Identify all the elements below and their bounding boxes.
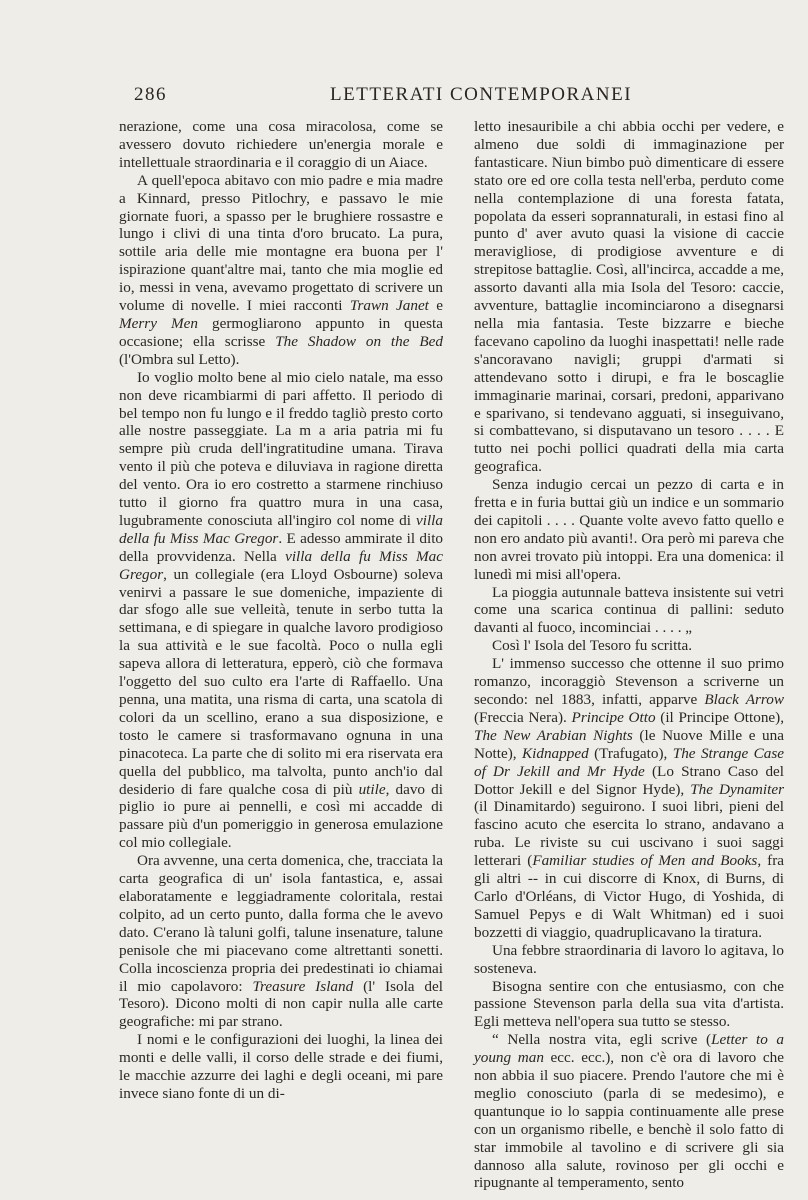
- paragraph: Una febbre straordinaria di lavoro lo agitava, lo sosteneva.: [474, 941, 784, 977]
- title-italic: Merry Men: [119, 314, 198, 332]
- paragraph: Bisogna sentire con che entusiasmo, con che passione Stevenson parla della sua vita d'artista. Egli metteva nell'opera sua tutto se stesso.: [474, 977, 784, 1031]
- paragraph: I nomi e le configurazioni dei luoghi, la linea dei monti e delle valli, il corso delle strade e dei fiumi, le macchie azzurre dei laghi e degli oceani, mi pare invece siano fonte di un di-: [119, 1031, 443, 1102]
- title-italic: villa della fu Miss Mac Gregor: [119, 511, 443, 547]
- title-italic: The Shadow on the Bed: [275, 332, 443, 350]
- title-italic: The Dynamiter: [690, 780, 784, 798]
- title-italic: Trawn Janet: [349, 297, 429, 315]
- title-italic: The New Arabian Nights: [474, 726, 633, 744]
- paragraph: L' immenso successo che ottenne il suo primo romanzo, incoraggiò Stevenson a scriverne un secondo: nel 1883, infatti, apparve Black Arrow (Freccia Nera). Principe Otto (il Principe Ottone), The New Arabian Nights (le Nuove Mille e una Notte), Kidnapped (Trafugato), The Strange Case of Dr Jekill and Mr Hyde (Lo Strano Caso del Dottor Jekill e del Signor Hyde), The Dynamiter (il Dinamitardo) seguirono. I suoi libri, pieni del fascino acuto che esercita lo strano, andavano a ruba. Le riviste su cui uscivano i suoi saggi letterari (Familiar studies of Men and Books, fra gli altri -- in cui discorre di Knox, di Burns, di Carlo d'Orléans, di Victor Hugo, di Yoshida, di Samuel Pepys e di Walt Whitman) ed i suoi bozzetti di viaggio, quadruplicavano la tiratura.: [474, 655, 785, 941]
- left-column: [119, 118, 443, 1103]
- page-number: 286: [134, 84, 167, 105]
- paragraph: letto inesauribile a chi abbia occhi per vedere, e almeno due soldi di immaginazione per fantasticare. Niun bimbo può dimenticare di essere stato ore ed ore colla testa nell'erba, perduto come nella contemplazione di una foresta fatata, popolata da esseri soprannaturali, in estasi fino al punto d' aver avuto quasi la visione di caccie meravigliose, di prodigiose avventure e di strepitose battaglie. Così, all'incirca, accadde a me, assorto davanti alla mia Isola del Tesoro: caccie, avventure, battaglie incominciarono a disegnarsi nella mia fantasia. Teste bizzarre e bieche facevano capolino da luoghi inaspettati! nelle rade s'ancoravano navigli; gruppi d'armati si attendevano sotto i dirupi, e fra le boscaglie immaginarie marinai, corsari, predoni, apparivano e sparivano, si tendevano agguati, si inseguivano, si combattevano, si disputavano un tesoro . . . . E tutto nei pochi pollici quadrati della mia carta geografica.: [474, 118, 784, 476]
- page-header: [120, 84, 730, 110]
- paragraph: Ora avvenne, una certa domenica, che, tracciata la carta geografica di un' isola fantastica, e, assai elaboratamente e leggiadramente coloritala, restai colpito, ad un certo punto, dalla forma che le avevo dato. C'erano là taluni golfi, talune insenature, talune penisole che mi piacevano come altrettanti sonetti. Colla incoscienza propria dei predestinati io chiamai il mio capolavoro: Treasure Island (l' Isola del Tesoro). Dicono molti di non capir nulla alle carte geografiche: mi par strano.: [119, 852, 443, 1031]
- running-title: LETTERATI CONTEMPORANEI: [330, 84, 633, 105]
- title-italic: Black Arrow: [704, 691, 784, 708]
- paragraph: La pioggia autunnale batteva insistente sui vetri come una scarica continua di pallini: seduto davanti al fuoco, incominciai . . . . „: [474, 583, 784, 637]
- paragraph: nerazione, come una cosa miracolosa, come se avessero dovuto richiedere un'energia morale e intellettuale straordinaria e il coraggio di un Aiace.: [119, 118, 443, 171]
- paragraph: Senza indugio cercai un pezzo di carta e in fretta e in furia buttai giù un indice e un sommario dei capitoli . . . . Quante volte avevo fatto quello e non ero andato più avanti!. Ora però mi pareva che non avrei trovato più intoppi. Era una domenica: il lunedì mi misi all'opera.: [474, 476, 784, 583]
- title-italic: The Strange Case of Dr Jekill and Mr Hyde: [474, 744, 784, 780]
- right-column: [474, 118, 784, 1192]
- title-italic: Principe Otto: [571, 708, 656, 726]
- title-italic: Kidnapped: [522, 744, 589, 762]
- title-italic: Treasure Island: [252, 977, 354, 995]
- title-italic: Letter to a young man: [474, 1031, 785, 1067]
- title-italic: villa della fu Miss Mac Gregor: [119, 547, 444, 583]
- paragraph: Così l' Isola del Tesoro fu scritta.: [492, 637, 693, 655]
- paragraph: A quell'epoca abitavo con mio padre e mia madre a Kinnard, presso Pitlochry, e passavo le mie giornate fuori, a spasso per le brughiere rossastre e lungo i clivi di una tinta d'oro brucato. La pura, sottile aria delle mie montagne era buona per l' ispirazione quant'altre mai, tanto che mia moglie ed io, messi in vena, avevamo progettato di scrivere un volume di novelle. I miei racconti Trawn Janet e Merry Men germogliarono appunto in questa occasione; ella scrisse The Shadow on the Bed (l'Ombra sul Letto).: [119, 171, 443, 368]
- title-italic: Familiar studies of Men and Books: [532, 852, 758, 870]
- paragraph: Io voglio molto bene al mio cielo natale, ma esso non deve ricambiarmi di pari affetto. Il periodo di bel tempo non fu lungo e il freddo tagliò presto corto alle nostre passeggiate. La m a aria patria mi fu sempre più cruda dell'ingratitudine umana. Tirava vento il più che poteva e diluviava in ragione diretta del vento. Ora io ero costretto a starmene rinchiuso tutto il giorno fra quattro mura in una casa, lugubramente conosciuta all'ingiro col nome di villa della fu Miss Mac Gregor. E adesso ammirate il dito della provvidenza. Nella villa della fu Miss Mac Gregor, un collegiale (era Lloyd Osbourne) soleva venirvi a passare le sue domeniche, impaziente di dar sfogo alle sue velleità, tenute in serbo tutta la settimana, e di spiegare in qualche lavoro prodigioso la sua attività e le sue facoltà. Poco o nulla egli sapeva allora di letteratura, epperò, ciò che formava l'oggetto del suo culto era l'arte di Raffaello. Una penna, una matita, una risma di carta, una scatola di colori da un scellino, erano a sua disposizione, e tosto le camere si trasformavano ognuna in una pinacoteca. La parte che di solito mi era riservata era quella del pubblico, ma talvolta, punto anch'io dal desiderio di fare qualche cosa di più utile, davo di piglio io pure ai pennelli, e così mi accadde di passare più d'un pomeriggio in generosa emulazione col mio collegiale.: [119, 368, 444, 852]
- paragraph: “ Nella nostra vita, egli scrive (Letter to a young man ecc. ecc.), non c'è ora di lavoro che non abbia il suo piacere. Prendo l'autore che mi è meglio conosciuto (parla di se medesimo), e quantunque io lo sappia continuamente alle prese con un organismo ribelle, e benchè il solo fatto di star immobile al tavolino e di scrivere gli sia dannoso alla salute, rovinoso per gli occhi e ripugnante al temperamento, sento: [474, 1031, 785, 1192]
- emphasis-italic: utile: [358, 780, 386, 798]
